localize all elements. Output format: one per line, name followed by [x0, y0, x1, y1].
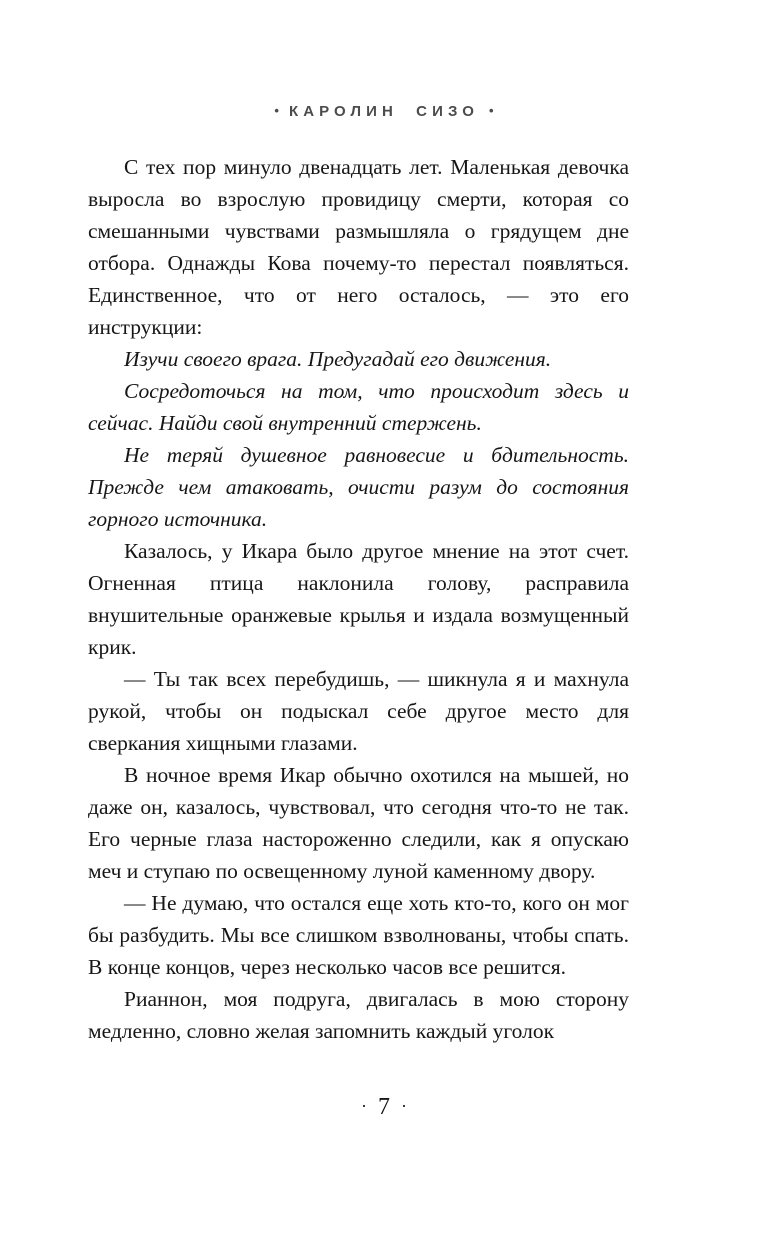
footer-bullet-right-icon: · — [401, 1096, 407, 1116]
paragraph: Казалось, у Икара было другое мнение на этот счет. Огненная птица наклонила голову, расправила внушительные оранжевые крылья и издала возмущенный крик. — [88, 539, 629, 659]
author-name: КАРОЛИН СИЗО — [288, 103, 480, 120]
header-bullet-left-icon: • — [274, 103, 279, 118]
paragraph-instruction: Не теряй душевное равновесие и бдительность. Прежде чем атаковать, очисти разум до состояния горного источника. — [88, 443, 629, 531]
page-footer — [0, 1094, 768, 1121]
paragraph: Рианнон, моя подруга, двигалась в мою сторону медленно, словно желая запомнить каждый уголок — [88, 987, 629, 1043]
paragraph: В ночное время Икар обычно охотился на мышей, но даже он, казалось, чувствовал, что сегодня что-то не так. Его черные глаза настороженно следили, как я опускаю меч и ступаю по освещенному луной каменному двору. — [88, 763, 629, 883]
footer-bullet-left-icon: · — [361, 1096, 367, 1116]
page-number: 7 — [378, 1094, 390, 1120]
paragraph: — Не думаю, что остался еще хоть кто-то, кого он мог бы разбудить. Мы все слишком взволнованы, чтобы спать. В конце концов, через несколько часов все решится. — [88, 891, 629, 979]
paragraph: — Ты так всех перебудишь, — шикнула я и махнула рукой, чтобы он подыскал себе другое место для сверкания хищными глазами. — [88, 667, 629, 755]
paragraph-instruction: Изучи своего врага. Предугадай его движения. — [124, 347, 552, 371]
paragraph-instruction: Сосредоточься на том, что происходит здесь и сейчас. Найди свой внутренний стержень. — [88, 379, 629, 435]
header-bullet-right-icon: • — [489, 103, 494, 118]
page-body-text — [88, 151, 629, 1047]
running-header — [0, 103, 768, 120]
paragraph: С тех пор минуло двенадцать лет. Маленькая девочка выросла во взрослую провидицу смерти, которая со смешанными чувствами размышляла о грядущем дне отбора. Однажды Кова почему-то перестал появляться. Единственное, что от него осталось, — это его инструкции: — [88, 155, 629, 339]
